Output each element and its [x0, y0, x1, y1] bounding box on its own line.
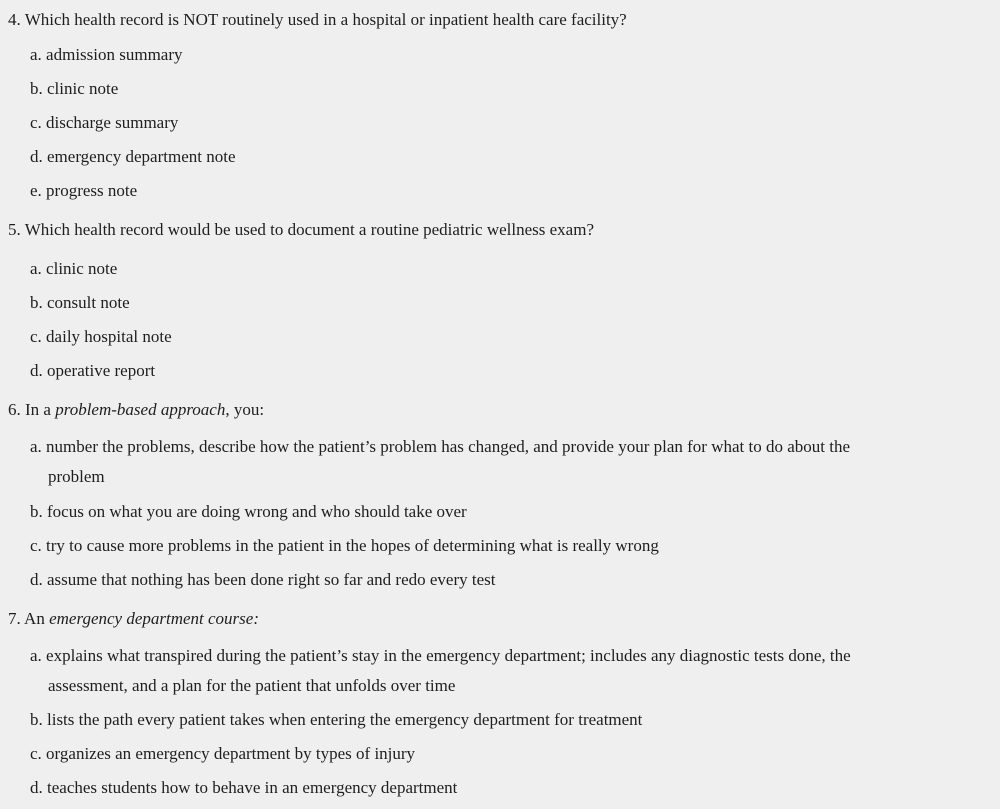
- question-7-stem: [8, 609, 259, 629]
- question-6-stem-term: problem-based approach: [55, 400, 226, 419]
- question-5-option-d: d. operative report: [30, 361, 156, 380]
- question-6-stem-suffix: , you:: [225, 400, 265, 419]
- question-5-option-a: a. clinic note: [30, 259, 118, 278]
- question-6-option-a: a. number the problems, describe how the patient’s problem has changed, and provide your plan for what to do about the: [30, 437, 851, 456]
- question-6-stem-prefix: 6. In a: [8, 400, 56, 419]
- question-6-option-b: b. focus on what you are doing wrong and who should take over: [30, 502, 467, 521]
- question-7-option-a: a. explains what transpired during the patient’s stay in the emergency department; includes any diagnostic tests done, the: [30, 646, 851, 665]
- question-4-stem: 4. Which health record is NOT routinely used in a hospital or inpatient health care facility?: [8, 10, 627, 29]
- question-5-option-b: b. consult note: [30, 293, 130, 312]
- question-4-option-d: d. emergency department note: [30, 147, 236, 166]
- question-6-option-a-continuation: problem: [48, 467, 105, 486]
- question-7-stem-term: emergency department course:: [49, 609, 259, 628]
- question-7-option-b: b. lists the path every patient takes when entering the emergency department for treatment: [30, 710, 643, 729]
- question-7-option-c: c. organizes an emergency department by types of injury: [30, 744, 416, 763]
- question-7-stem-prefix: 7. An: [8, 609, 50, 628]
- question-7-option-d: d. teaches students how to behave in an emergency department: [30, 778, 458, 797]
- question-5-option-c: c. daily hospital note: [30, 327, 172, 346]
- question-4-option-a: a. admission summary: [30, 45, 183, 64]
- question-6-stem: [8, 400, 264, 420]
- question-4-option-e: e. progress note: [30, 181, 138, 200]
- question-6-option-d: d. assume that nothing has been done right so far and redo every test: [30, 570, 496, 589]
- question-6-option-c: c. try to cause more problems in the patient in the hopes of determining what is really wrong: [30, 536, 659, 555]
- question-4-option-c: c. discharge summary: [30, 113, 179, 132]
- question-5-stem: 5. Which health record would be used to document a routine pediatric wellness exam?: [8, 220, 594, 239]
- question-4-option-b: b. clinic note: [30, 79, 119, 98]
- question-7-option-a-continuation: assessment, and a plan for the patient that unfolds over time: [48, 676, 456, 695]
